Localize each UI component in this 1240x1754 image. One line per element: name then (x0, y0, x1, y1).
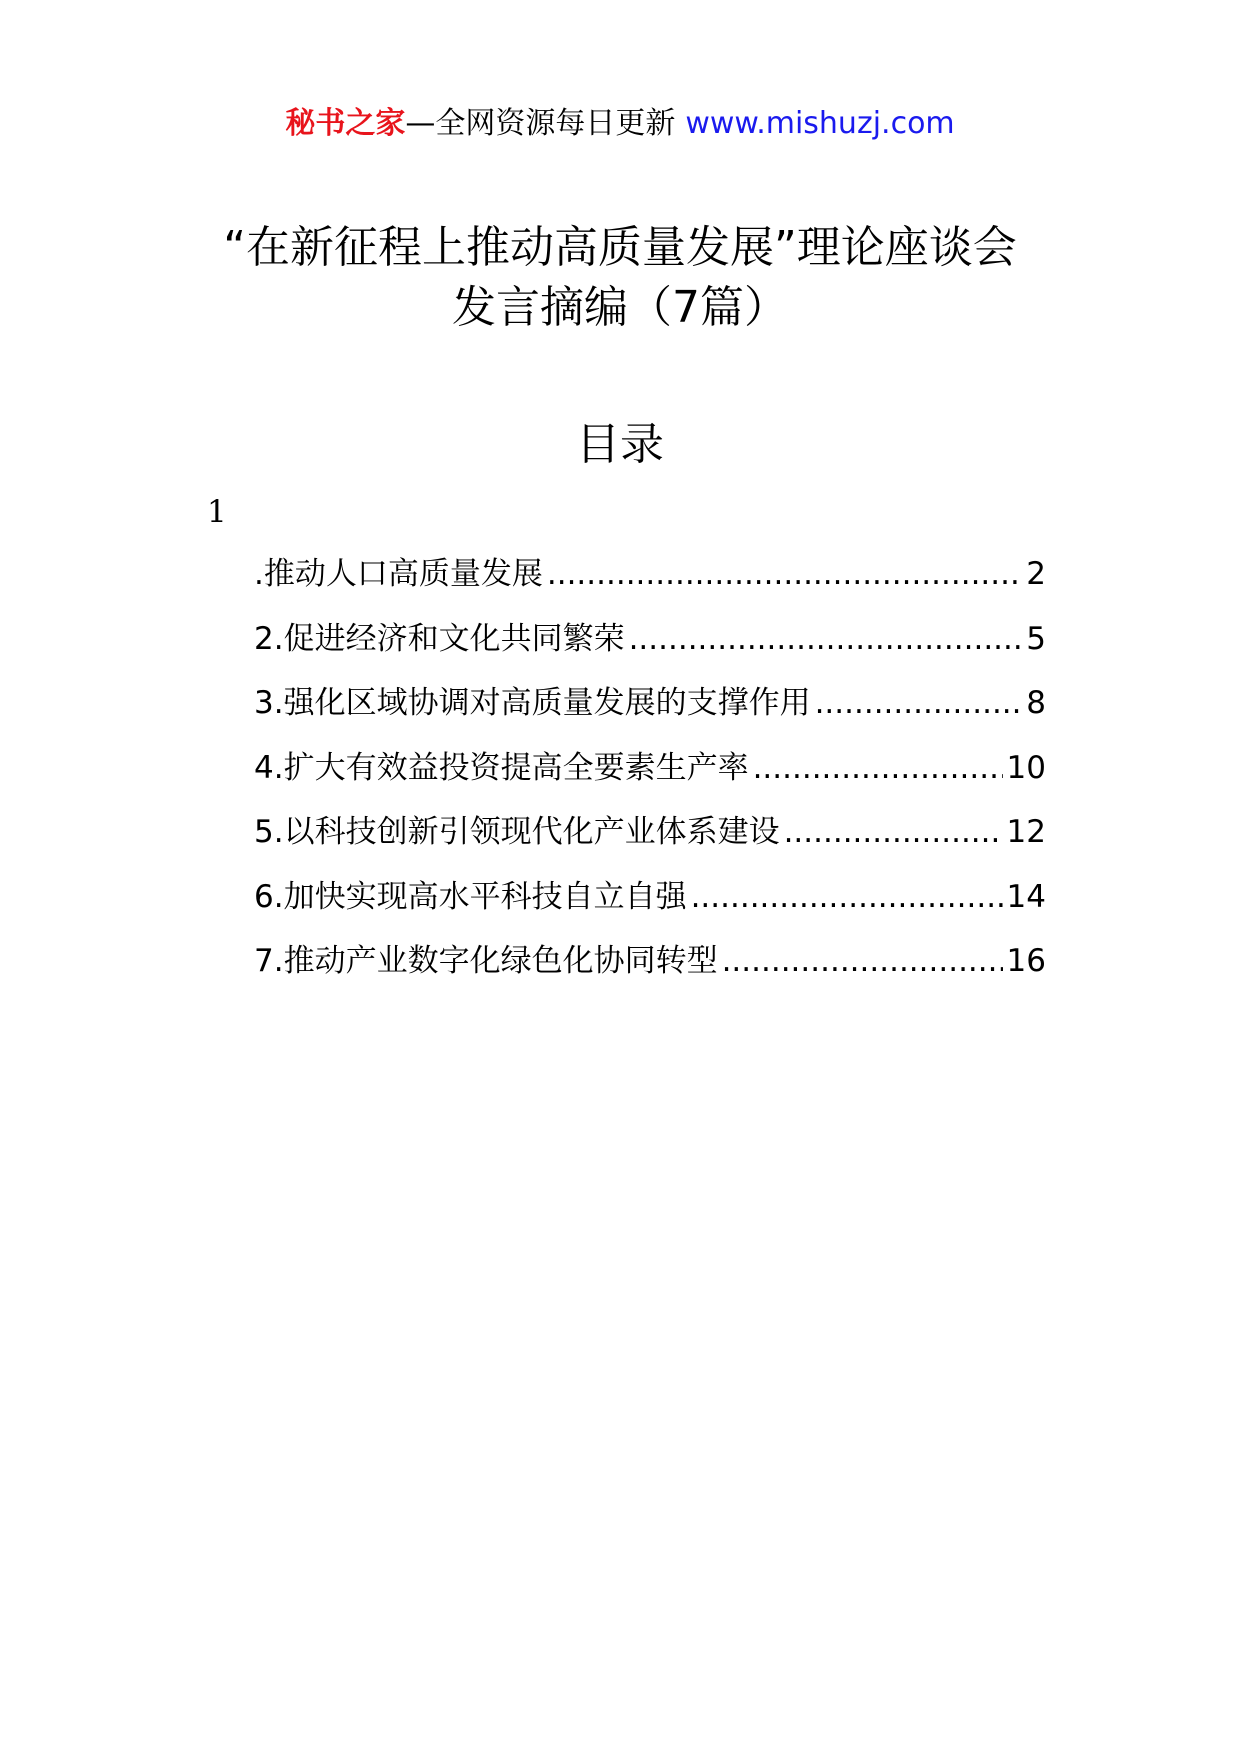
site-url-link[interactable]: www.mishuzj.com (685, 106, 955, 141)
document-title-line-2: 发言摘编（7篇） (452, 282, 788, 333)
toc-page-number: 2 (1026, 556, 1046, 592)
toc-entry[interactable] (254, 939, 1046, 1004)
toc-entry[interactable] (254, 875, 1046, 940)
toc-dot-leader (722, 939, 1003, 983)
toc-heading: 目录 (576, 419, 664, 470)
toc-entry[interactable] (254, 552, 1046, 617)
toc-page-number: 10 (1006, 749, 1046, 786)
toc-entry[interactable] (254, 810, 1046, 875)
toc-entry[interactable] (254, 681, 1046, 746)
site-tagline: —全网资源每日更新 (405, 106, 676, 141)
toc-page-number: 5 (1026, 620, 1046, 657)
toc-entry-title: 3.强化区域协调对高质量发展的支撑作用 (254, 685, 811, 721)
toc-page-number: 16 (1006, 943, 1046, 979)
toc-entry[interactable] (254, 746, 1046, 811)
toc-first-entry-number: 1 (207, 494, 227, 530)
toc-dot-leader (784, 810, 1003, 854)
toc-entry-title: 5.以科技创新引领现代化产业体系建设 (254, 814, 780, 850)
toc-dot-leader (753, 746, 1003, 790)
toc-list (254, 552, 1046, 1004)
toc-dot-leader (547, 552, 1022, 596)
toc-page-number: 12 (1006, 814, 1046, 850)
toc-entry-title: 7.推动产业数字化绿色化协同转型 (254, 943, 718, 979)
document-title (0, 218, 1240, 338)
toc-page-number: 14 (1006, 878, 1046, 915)
toc-entry-title: 2.促进经济和文化共同繁荣 (254, 620, 625, 657)
toc-dot-leader (815, 681, 1023, 725)
toc-entry-title: 4.扩大有效益投资提高全要素生产率 (254, 749, 749, 786)
toc-dot-leader (691, 875, 1003, 919)
toc-entry[interactable] (254, 617, 1046, 682)
toc-page-number: 8 (1026, 685, 1046, 721)
document-title-line-1: “在新征程上推动高质量发展”理论座谈会 (223, 222, 1017, 273)
toc-dot-leader (629, 617, 1023, 661)
site-header-banner (0, 100, 1240, 148)
toc-entry-title: 6.加快实现高水平科技自立自强 (254, 878, 687, 915)
toc-entry-title: .推动人口高质量发展 (254, 556, 543, 592)
site-brand: 秘书之家 (285, 106, 406, 141)
